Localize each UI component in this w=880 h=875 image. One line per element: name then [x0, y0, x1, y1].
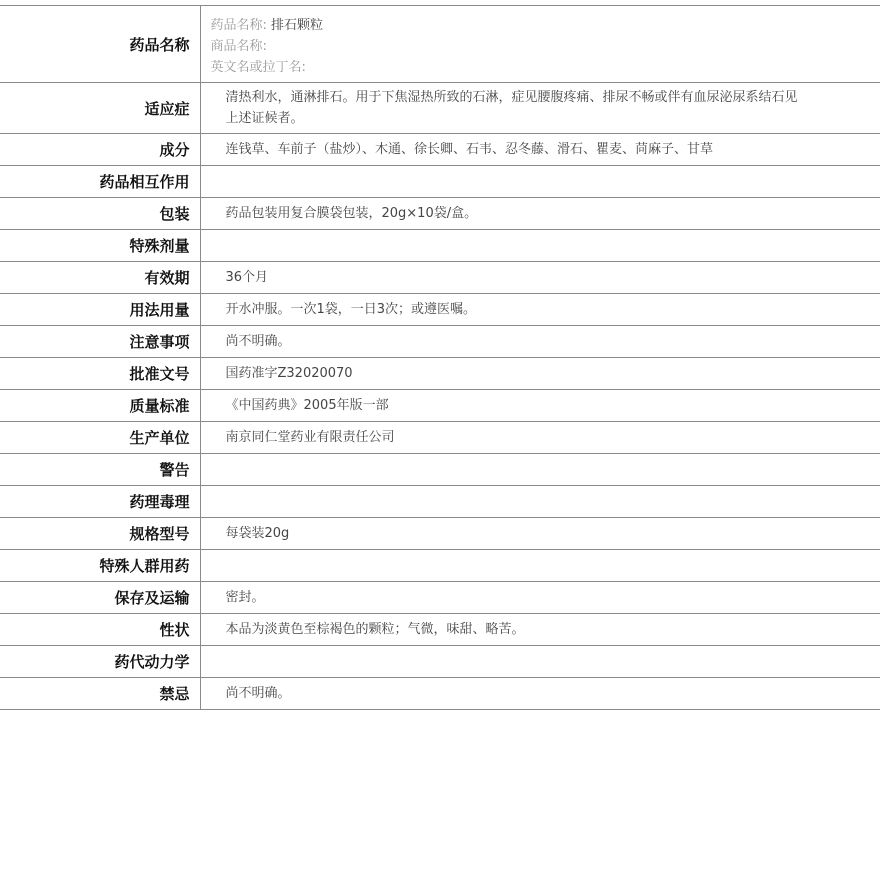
storage-label: 保存及运输 [0, 582, 200, 614]
special-dosage-row [0, 230, 880, 262]
quality-standard-label: 质量标准 [0, 390, 200, 422]
quality-standard-value: 《中国药典》2005年版一部 [200, 390, 880, 422]
special-population-label: 特殊人群用药 [0, 550, 200, 582]
warning-value [200, 454, 880, 486]
specification-value: 每袋装20g [200, 518, 880, 550]
special-population-value [200, 550, 880, 582]
drug-info-table [0, 5, 880, 710]
pharmacology-label: 药理毒理 [0, 486, 200, 518]
contraindications-value: 尚不明确。 [200, 678, 880, 710]
pharmacokinetics-value [200, 646, 880, 678]
indication-value: 清热利水，通淋排石。用于下焦湿热所致的石淋，症见腰腹疼痛、排尿不畅或伴有血尿泌尿系结石见上述证候者。 [200, 83, 880, 134]
pharmacokinetics-label: 药代动力学 [0, 646, 200, 678]
specification-row [0, 518, 880, 550]
approval-number-label: 批准文号 [0, 358, 200, 390]
manufacturer-row [0, 422, 880, 454]
indication-label: 适应症 [0, 83, 200, 134]
quality-standard-row [0, 390, 880, 422]
drug-name-key: 药品名称: [210, 18, 267, 33]
contraindications-label: 禁忌 [0, 678, 200, 710]
storage-row [0, 582, 880, 614]
approval-number-value: 国药准字Z32020070 [200, 358, 880, 390]
packaging-value: 药品包装用复合膜袋包装，20g×10袋/盒。 [200, 198, 880, 230]
pharmacology-value [200, 486, 880, 518]
dosage-label: 用法用量 [0, 294, 200, 326]
special-population-row [0, 550, 880, 582]
appearance-label: 性状 [0, 614, 200, 646]
ingredients-label: 成分 [0, 134, 200, 166]
precautions-value: 尚不明确。 [200, 326, 880, 358]
drug-name-row [0, 6, 880, 83]
indication-row [0, 83, 880, 134]
trade-name-line [211, 36, 801, 57]
pharmacology-row [0, 486, 880, 518]
precautions-label: 注意事项 [0, 326, 200, 358]
manufacturer-value: 南京同仁堂药业有限责任公司 [200, 422, 880, 454]
packaging-label: 包装 [0, 198, 200, 230]
drug-name-value: 排石颗粒 [271, 18, 324, 33]
pharmacokinetics-row [0, 646, 880, 678]
interactions-row [0, 166, 880, 198]
approval-number-row [0, 358, 880, 390]
dosage-value: 开水冲服。一次1袋，一日3次；或遵医嘱。 [200, 294, 880, 326]
ingredients-row [0, 134, 880, 166]
warning-label: 警告 [0, 454, 200, 486]
ingredients-value: 连钱草、车前子（盐炒）、木通、徐长卿、石韦、忍冬藤、滑石、瞿麦、苘麻子、甘草 [200, 134, 880, 166]
drug-name-cell [200, 6, 880, 83]
special-dosage-value [200, 230, 880, 262]
storage-value: 密封。 [200, 582, 880, 614]
english-name-line [211, 57, 801, 78]
special-dosage-label: 特殊剂量 [0, 230, 200, 262]
trade-name-key: 商品名称: [210, 39, 267, 54]
interactions-value [200, 166, 880, 198]
drug-name-line [211, 15, 801, 36]
shelf-life-value: 36个月 [200, 262, 880, 294]
shelf-life-row [0, 262, 880, 294]
precautions-row [0, 326, 880, 358]
manufacturer-label: 生产单位 [0, 422, 200, 454]
contraindications-row [0, 678, 880, 710]
appearance-row [0, 614, 880, 646]
specification-label: 规格型号 [0, 518, 200, 550]
interactions-label: 药品相互作用 [0, 166, 200, 198]
shelf-life-label: 有效期 [0, 262, 200, 294]
drug-name-label: 药品名称 [0, 6, 200, 83]
warning-row [0, 454, 880, 486]
english-name-key: 英文名或拉丁名: [210, 60, 306, 75]
packaging-row [0, 198, 880, 230]
dosage-row [0, 294, 880, 326]
appearance-value: 本品为淡黄色至棕褐色的颗粒；气微，味甜、略苦。 [200, 614, 880, 646]
